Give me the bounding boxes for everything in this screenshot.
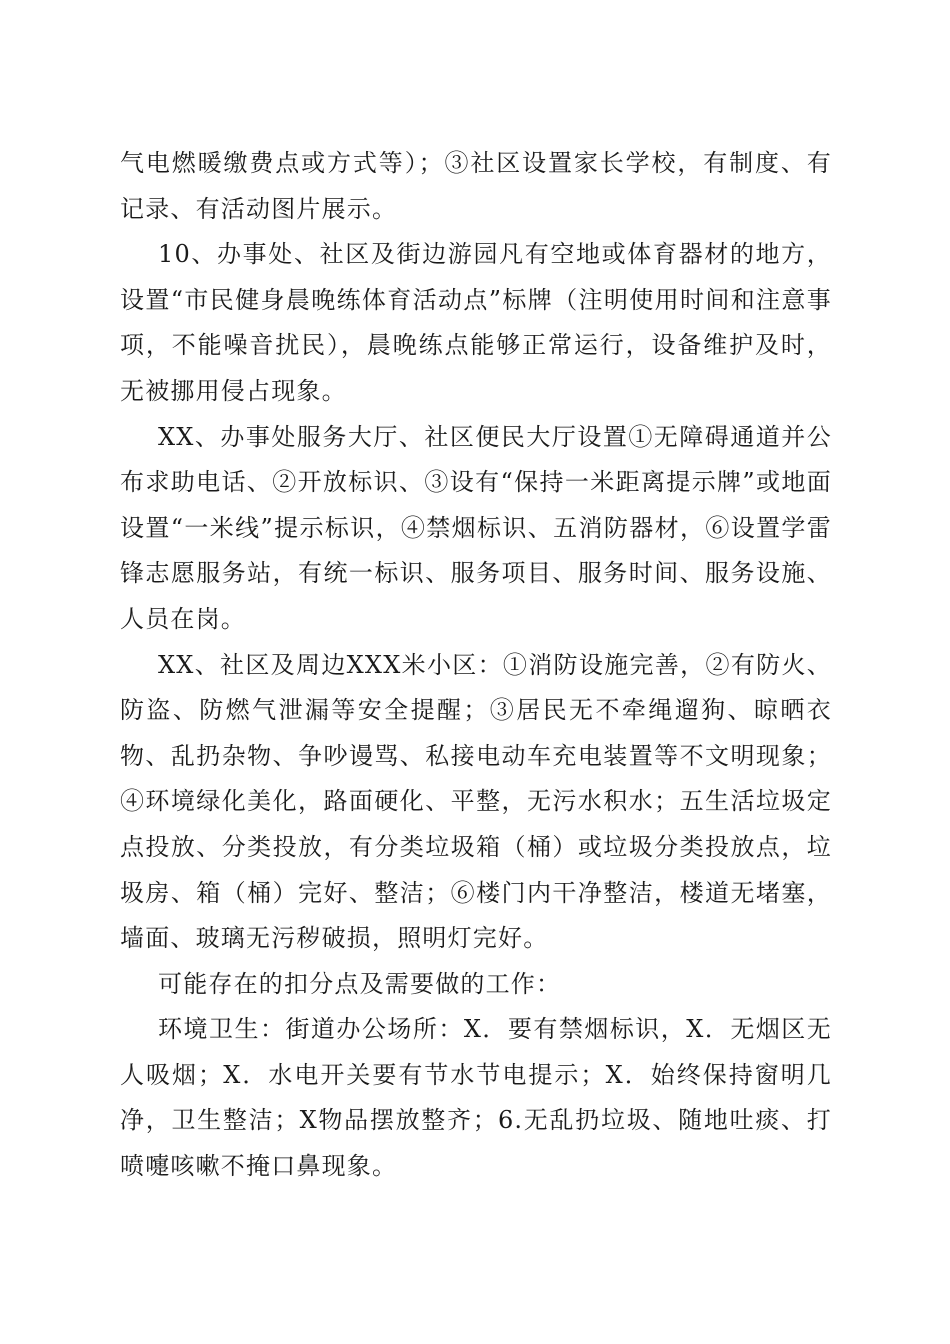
paragraph-4: XX、社区及周边XXX米小区：①消防设施完善，②有防火、防盗、防燃气泄漏等安全提醒；③居民无不牵绳遛狗、晾晒衣物、乱扔杂物、争吵谩骂、私接电动车充电装置等不文明现象；④环境绿化美化，路面硬化、平整，无污水积水；五生活垃圾定点投放、分类投放，有分类垃圾箱（桶）或垃圾分类投放点，垃圾房、箱（桶）完好、整洁；⑥楼门内干净整洁，楼道无堵塞，墙面、玻璃无污秽破损，照明灯完好。 xyxy=(120,650,832,953)
paragraph-5: 可能存在的扣分点及需要做的工作： xyxy=(158,969,562,998)
paragraph-2: 10、办事处、社区及街边游园凡有空地或体育器材的地方，设置“市民健身晨晚练体育活动点”标牌（注明使用时间和注意事项，不能噪音扰民），晨晚练点能够正常运行，设备维护及时，无被挪用侵占现象。 xyxy=(120,240,832,405)
paragraph-6: 环境卫生：街道办公场所：X．要有禁烟标识，X．无烟区无人吸烟；X．水电开关要有节水节电提示；X．始终保持窗明几净，卫生整洁；X物品摆放整齐；6.无乱扔垃圾、随地吐痰、打喷嚏咳嗽不掩口鼻现象。 xyxy=(120,1015,832,1181)
paragraph-3: XX、办事处服务大厅、社区便民大厅设置①无障碍通道并公布求助电话、②开放标识、③设有“保持一米距离提示牌”或地面设置“一米线”提示标识，④禁烟标识、五消防器材，⑥设置学雷锋志愿服务站，有统一标识、服务项目、服务时间、服务设施、人员在岗。 xyxy=(120,422,832,633)
document-body xyxy=(120,141,832,1190)
paragraph-1: 气电燃暖缴费点或方式等）；③社区设置家长学校，有制度、有记录、有活动图片展示。 xyxy=(120,149,832,223)
